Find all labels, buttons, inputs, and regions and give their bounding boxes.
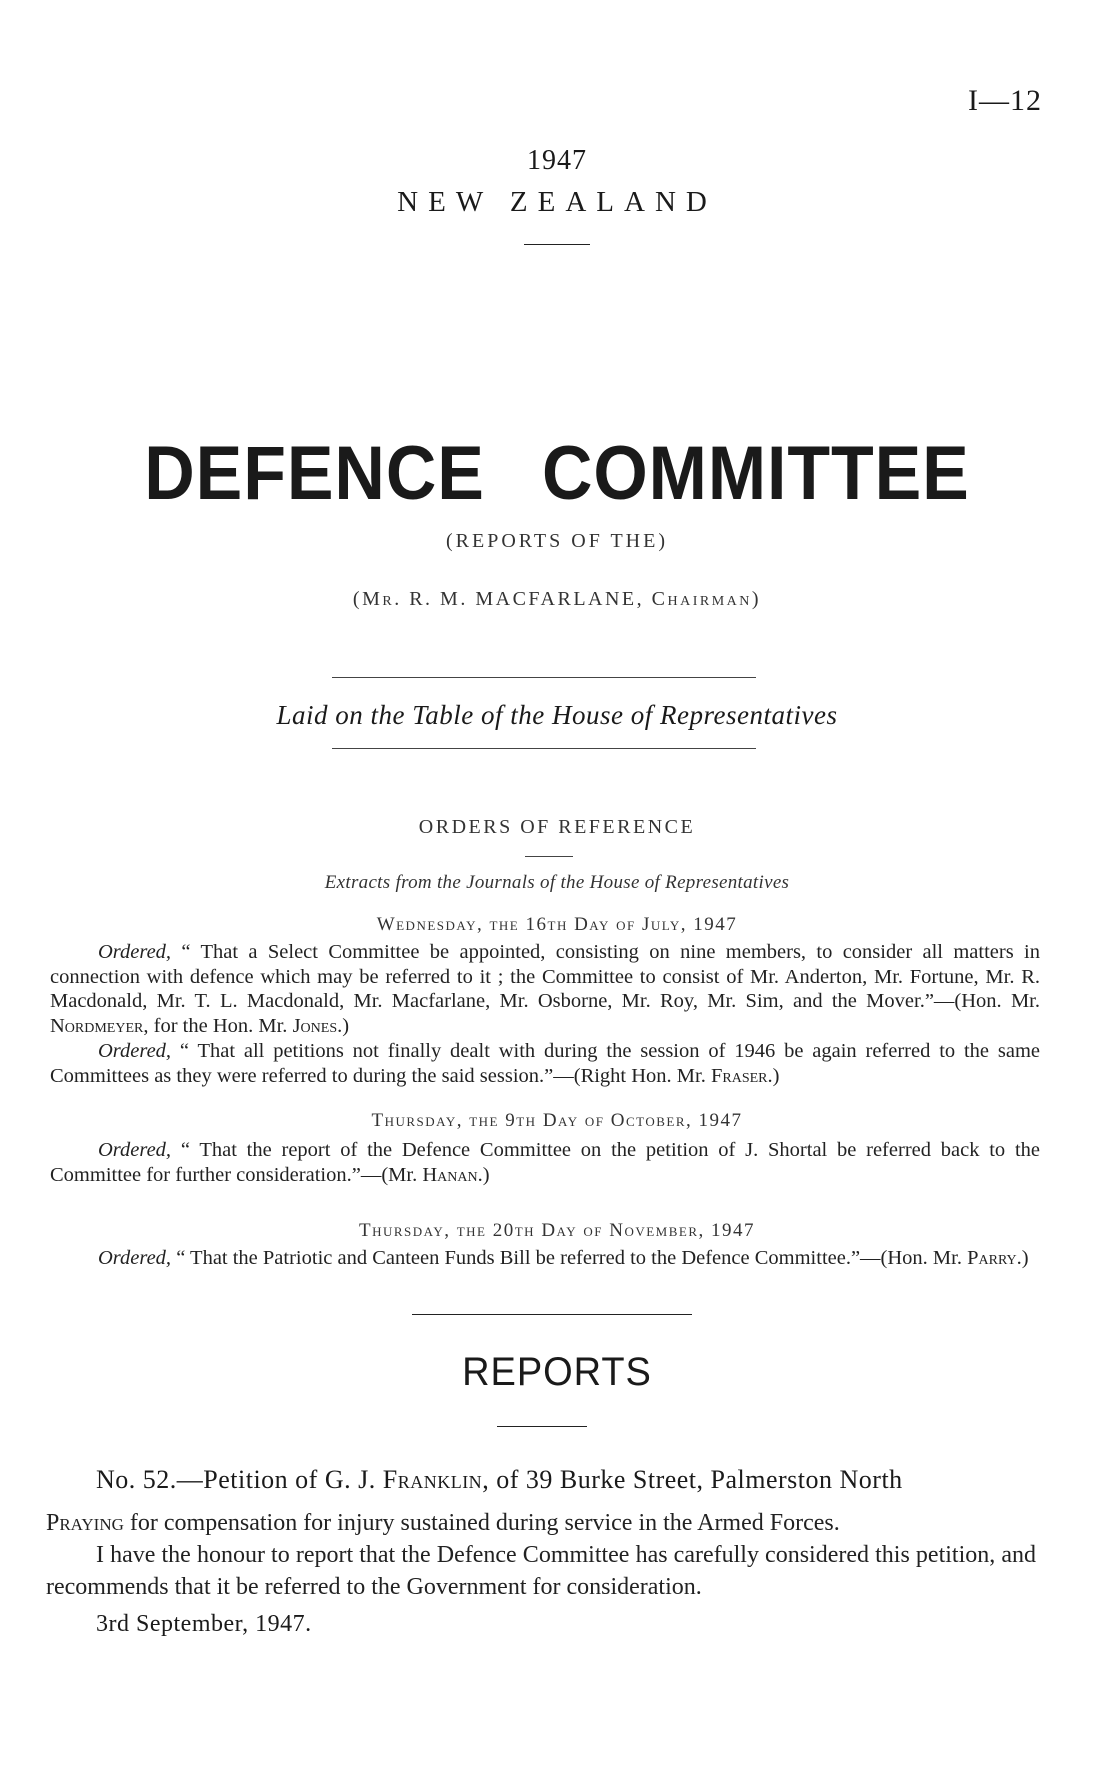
paper-number: I—12 (968, 84, 1042, 117)
order-paragraph (50, 1138, 1040, 1187)
divider-rule (525, 856, 573, 857)
divider-rule (497, 1426, 587, 1427)
order-text: “ That a Select Committee be appointed, consisting on nine members, to consider all matters in connection with defence which may be referred to it ; the Committee to consist of Mr. Anderton, Mr. Fortune, Mr. R. Macdonald, Mr. T. L. Macdonald, Mr. Macfarlane, Mr. Osborne, Mr. Roy, Mr. Sim, and the Mover.”—(Hon. Mr. (50, 941, 1040, 1012)
country-heading: NEW ZEALAND (397, 186, 717, 218)
praying-word: Praying (46, 1510, 124, 1536)
main-title: DEFENCE COMMITTEE (144, 431, 970, 516)
member-name: Parry (967, 1247, 1017, 1269)
order-end: .) (767, 1064, 780, 1087)
order-paragraph (50, 940, 1040, 1038)
ordered-word: Ordered, (98, 1247, 172, 1269)
publication-year: 1947 (527, 145, 587, 176)
petition-prefix: No. 52.—Petition of G. J. (96, 1465, 383, 1494)
member-name: Nordmeyer (50, 1014, 144, 1037)
divider-rule (332, 748, 756, 749)
chairman-role: Chairman (651, 588, 752, 610)
orders-of-reference-heading: ORDERS OF REFERENCE (418, 816, 696, 838)
order-end: .) (477, 1163, 490, 1186)
ordered-word: Ordered, (98, 941, 172, 963)
order-paragraph (50, 1039, 1040, 1088)
petitioner-name: Franklin (382, 1465, 483, 1494)
praying-text: for compensation for injury sustained during service in the Armed Forces. (123, 1510, 840, 1536)
member-name: Jones (292, 1014, 338, 1037)
petition-suffix: , of 39 Burke Street, Palmerston North (482, 1465, 903, 1494)
order-text: “ That the report of the Defence Committee on the petition of J. Shortal be referred back to the Committee for further consideration.”—(Mr. (50, 1139, 1040, 1186)
divider-rule (332, 677, 756, 678)
report-date: 3rd September, 1947. (96, 1611, 312, 1637)
chairman-line (0, 588, 1114, 611)
order-paragraph (50, 1246, 1040, 1271)
order-date: Wednesday, the 16th Day of July, 1947 (376, 914, 738, 935)
member-name: Hanan (422, 1163, 478, 1186)
member-name: Fraser (711, 1064, 768, 1087)
ordered-word: Ordered, (98, 1139, 172, 1161)
chairman-prefix: Mr. (362, 588, 402, 610)
petition-heading (96, 1465, 903, 1495)
laid-on-table-line: Laid on the Table of the House of Representatives (276, 700, 838, 730)
order-date: Thursday, the 9th Day of October, 1947 (371, 1110, 743, 1131)
divider-rule (524, 244, 590, 245)
order-date: Thursday, the 20th Day of November, 1947 (358, 1220, 756, 1241)
divider-rule (412, 1314, 692, 1315)
chairman-name: R. M. MACFARLANE, (401, 588, 652, 610)
extracts-line: Extracts from the Journals of the House of Representatives (324, 872, 790, 893)
chairman-close: ) (751, 588, 762, 610)
order-text-suffix: , for the Hon. Mr. (143, 1014, 293, 1037)
ordered-word: Ordered, (98, 1040, 172, 1062)
reports-heading: REPORTS (462, 1350, 652, 1394)
chairman-open: ( (352, 588, 363, 610)
order-end: .) (1016, 1247, 1029, 1269)
order-text: “ That all petitions not finally dealt with during the session of 1946 be again referred to the same Committees as they were referred to during the said session.”—(Right Hon. Mr. (50, 1040, 1040, 1087)
report-paragraph: I have the honour to report that the Defence Committee has carefully considered this petition, and recommends that it be referred to the Government for consideration. (46, 1542, 1036, 1600)
order-text: “ That the Patriotic and Canteen Funds Bill be referred to the Defence Committee.”—(Hon. Mr. (171, 1247, 968, 1269)
subtitle: (REPORTS OF THE) (445, 530, 668, 552)
order-end: .) (337, 1014, 350, 1037)
praying-line (46, 1507, 1036, 1539)
